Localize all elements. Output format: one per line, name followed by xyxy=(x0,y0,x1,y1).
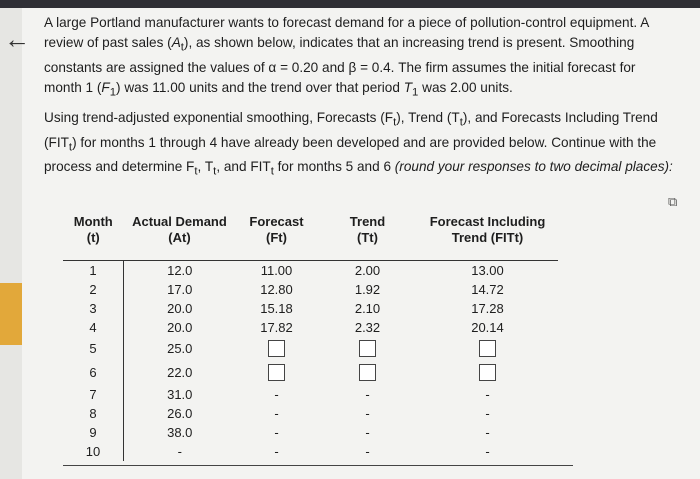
month-cell: 1 xyxy=(63,260,124,280)
table-row xyxy=(63,442,558,461)
trend-month5-input[interactable] xyxy=(359,340,376,357)
month-cell: 6 xyxy=(63,361,124,385)
actual-cell: 26.0 xyxy=(167,405,193,421)
table-row xyxy=(63,318,558,337)
table-row xyxy=(63,361,558,385)
month-cell: 10 xyxy=(63,442,124,461)
forecast-cell: - xyxy=(274,424,279,440)
actual-cell: 31.0 xyxy=(167,386,193,402)
fit-cell: 13.00 xyxy=(471,262,504,278)
actual-cell: 22.0 xyxy=(167,365,193,380)
forecast-cell: - xyxy=(274,386,279,402)
forecast-table xyxy=(63,214,558,461)
actual-cell: 20.0 xyxy=(167,319,193,335)
fit-cell: - xyxy=(485,424,490,440)
month-cell: 7 xyxy=(63,385,124,404)
header-month: Month (t) xyxy=(63,214,124,260)
trend-cell: - xyxy=(365,424,370,440)
fit-cell: 14.72 xyxy=(471,281,504,297)
forecast-cell: - xyxy=(274,443,279,459)
left-highlight-marker xyxy=(0,283,22,345)
trend-cell: - xyxy=(365,443,370,459)
trend-cell: 1.92 xyxy=(354,281,381,297)
forecast-month6-input-cell xyxy=(236,361,318,385)
trend-month6-input-cell xyxy=(318,361,418,385)
header-trend: Trend (Tt) xyxy=(318,214,418,260)
table-bottom-rule xyxy=(63,465,573,466)
actual-cell: 17.0 xyxy=(167,281,193,297)
actual-cell: - xyxy=(177,443,182,459)
problem-statement: A large Portland manufacturer wants to forecast demand for a piece of pollution-control equipment. A review of past sales $(A_t)$, as shown below, indicates that an increasing trend is present. Smoothing constants are assigned the values of α = 0.20 and β = 0.4. The firm assumes the initial forecast for month 1 $(F_1)$ was 11.00 units and the trend over that period $T_1$ was 2.00 units. xyxy=(44,15,649,99)
forecast-month6-input[interactable] xyxy=(268,364,285,381)
table-row xyxy=(63,385,558,404)
table-row xyxy=(63,299,558,318)
forecast-cell: 11.00 xyxy=(260,262,293,278)
header-fit: Forecast Including Trend (FITt) xyxy=(418,214,558,260)
table-row xyxy=(63,260,558,280)
fit-month6-input[interactable] xyxy=(479,364,496,381)
actual-cell: 25.0 xyxy=(167,341,193,356)
trend-month6-input[interactable] xyxy=(359,364,376,381)
clipboard-icon[interactable]: ⧉ xyxy=(668,194,678,209)
table-row xyxy=(63,423,558,442)
table-row xyxy=(63,280,558,299)
month-cell: 4 xyxy=(63,318,124,337)
fit-month6-input-cell xyxy=(418,361,558,385)
month-cell: 5 xyxy=(63,337,124,361)
forecast-month5-input-cell xyxy=(236,337,318,361)
month-cell: 2 xyxy=(63,280,124,299)
instructions: Using trend-adjusted exponential smoothing, Forecasts $(F_t)$, Trend $(T_t)$, and Forecasts Including Trend $(FIT_t)$ for months 1 through 4 have already been developed and are provided below. Continue with the process and determine $F_t$, $T_t$, and $FIT_t$ for months 5 and 6 (round your responses to two decimal places): xyxy=(44,110,673,179)
trend-cell: 2.10 xyxy=(354,300,381,316)
forecast-cell: 15.18 xyxy=(260,300,293,316)
table-row xyxy=(63,337,558,361)
fit-cell: - xyxy=(485,405,490,421)
month-cell: 9 xyxy=(63,423,124,442)
fit-cell: - xyxy=(485,386,490,402)
forecast-cell: - xyxy=(274,405,279,421)
fit-cell: - xyxy=(485,443,490,459)
fit-cell: 17.28 xyxy=(471,300,504,316)
fit-cell: 20.14 xyxy=(471,319,504,335)
fit-month5-input[interactable] xyxy=(479,340,496,357)
actual-cell: 12.0 xyxy=(167,262,193,278)
header-forecast: Forecast (Ft) xyxy=(236,214,318,260)
trend-cell: - xyxy=(365,386,370,402)
trend-cell: 2.32 xyxy=(354,319,381,335)
actual-cell: 38.0 xyxy=(167,424,193,440)
trend-cell: - xyxy=(365,405,370,421)
fit-month5-input-cell xyxy=(418,337,558,361)
top-bar xyxy=(0,0,700,8)
trend-month5-input-cell xyxy=(318,337,418,361)
table-row xyxy=(63,404,558,423)
forecast-month5-input[interactable] xyxy=(268,340,285,357)
back-arrow-icon[interactable]: ← xyxy=(4,24,30,54)
left-edge-panel xyxy=(0,8,22,479)
trend-cell: 2.00 xyxy=(354,262,381,278)
forecast-cell: 12.80 xyxy=(260,281,293,297)
month-cell: 8 xyxy=(63,404,124,423)
header-actual-demand: Actual Demand (At) xyxy=(124,214,236,260)
forecast-cell: 17.82 xyxy=(260,319,293,335)
actual-cell: 20.0 xyxy=(167,300,193,316)
month-cell: 3 xyxy=(63,299,124,318)
